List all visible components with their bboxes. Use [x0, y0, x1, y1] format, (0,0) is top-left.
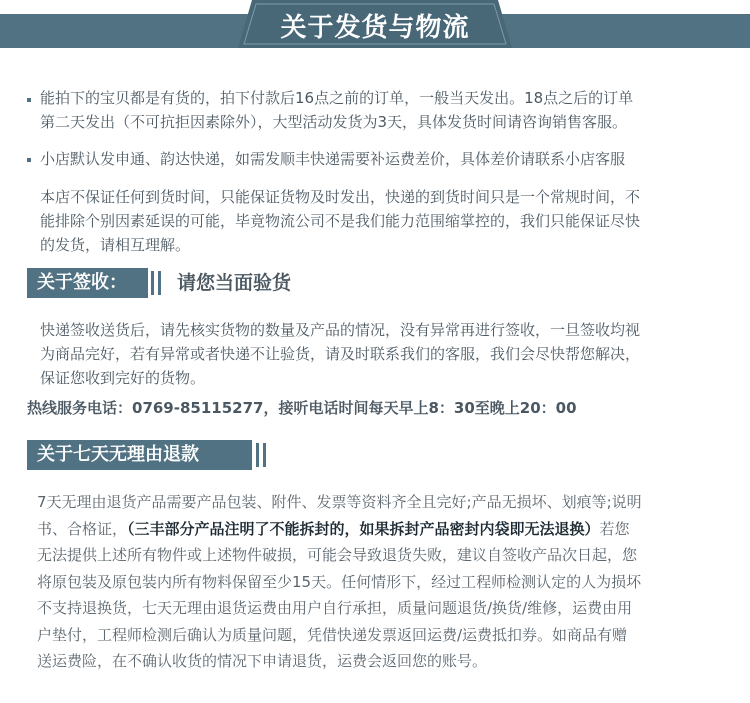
text-line: 小店默认发申通、韵达快递，如需发顺丰快递需要补运费差价，具体差价请联系小店客服	[40, 150, 626, 168]
signing-header	[27, 268, 327, 298]
text-line: 不支持退换货，七天无理由退货运费由用户自行承担，质量问题退货/换货/维修，运费由用	[37, 599, 633, 617]
refund-text	[37, 489, 727, 675]
text-line: 送运费险，在不确认收货的情况下申请退货，运费会返回您的账号。	[37, 652, 488, 670]
text-line	[37, 516, 727, 543]
hotline-text: 热线服务电话：0769-85115277，接听电话时间每天早上8：30至晚上20：00	[27, 399, 577, 417]
refund-header	[27, 440, 287, 470]
bullet-dot	[27, 98, 31, 102]
text-line: 能拍下的宝贝都是有货的，拍下付款后16点之前的订单，一般当天发出。18点之后的订单	[40, 89, 634, 107]
refund-tag: 关于七天无理由退款	[27, 440, 252, 470]
text-line: 本店不保证任何到货时间，只能保证货物及时发出，快递的到货时间只是一个常规时间，不	[40, 188, 641, 206]
shipping-bullet-1	[40, 86, 633, 134]
text-line: 无法提供上述所有物件或上述物件破损，可能会导致退货失败，建议自签收产品次日起，您	[37, 546, 638, 564]
shipping-note	[40, 185, 640, 257]
text-segment: 若您	[599, 519, 630, 538]
text-line: 7天无理由退货产品需要产品包装、附件、发票等资料齐全且完好;产品无损坏、划痕等;说明	[37, 493, 642, 511]
text-segment: 书、合格证，	[37, 519, 128, 538]
shipping-bullet-2	[40, 147, 625, 171]
signing-text	[40, 318, 640, 390]
signing-tag: 关于签收：	[27, 268, 148, 298]
shipping-banner	[0, 0, 750, 48]
text-line: 第二天发出（不可抗拒因素除外），大型活动发货为3天，具体发货时间请咨询销售客服。	[40, 113, 628, 131]
bullet-dot	[27, 158, 31, 162]
text-line: 快递签收送货后，请先核实货物的数量及产品的情况，没有异常再进行签收，一旦签收均视	[40, 321, 641, 339]
signing-subtitle: 请您当面验货	[177, 272, 292, 294]
text-line: 保证您收到完好的货物。	[40, 369, 206, 387]
text-line: 将原包装及原包装内所有物料保留至少15天。任何情形下，经过工程师检测认定的人为损坏	[37, 572, 642, 591]
text-line: 户垫付，工程师检测后确认为质量问题，凭借快递发票返回运费/运费抵扣券。如商品有赠	[37, 625, 628, 644]
text-line: 为商品完好，若有异常或者快递不让验货，请及时联系我们的客服，我们会尽快帮您解决，	[40, 345, 641, 363]
refund-emphasis: （三丰部分产品注明了不能拆封的，如果拆封产品密封内袋即无法退换）	[127, 519, 600, 538]
text-line: 的发货，请相互理解。	[40, 236, 191, 254]
text-line: 能排除个别因素延误的可能，毕竟物流公司不是我们能力范围缩掌控的，我们只能保证尽快	[40, 212, 641, 230]
banner-title: 关于发货与物流	[280, 13, 470, 43]
